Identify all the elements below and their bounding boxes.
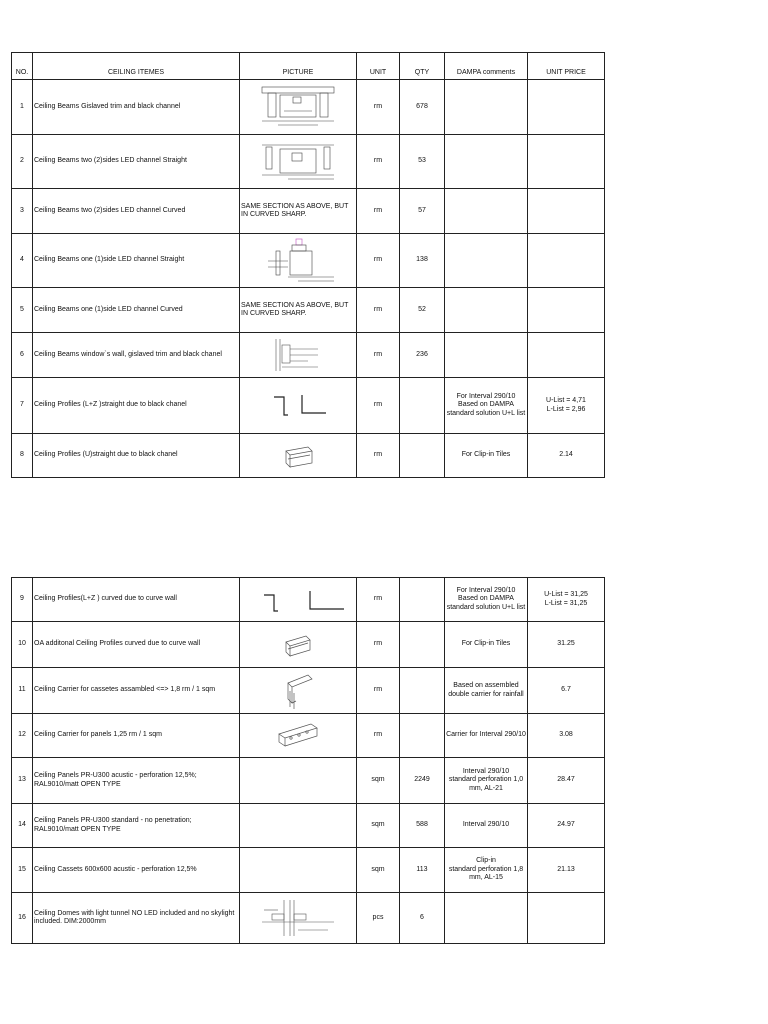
row-number: 16 bbox=[12, 893, 33, 944]
unit-cell: rm bbox=[357, 234, 400, 288]
price-cell: 3.08 bbox=[528, 714, 605, 758]
table-row bbox=[12, 288, 605, 333]
price-cell bbox=[528, 234, 605, 288]
comment-cell bbox=[445, 288, 528, 333]
row-number: 7 bbox=[12, 378, 33, 434]
unit-cell: rm bbox=[357, 288, 400, 333]
row-number: 9 bbox=[12, 578, 33, 622]
table-row bbox=[12, 135, 605, 189]
picture-cell bbox=[240, 758, 357, 804]
item-description: Ceiling Profiles(L+Z ) curved due to curve wall bbox=[33, 578, 240, 622]
comment-cell: Clip-in standard perforation 1,8 mm, AL-15 bbox=[445, 848, 528, 893]
beam-section-drawing bbox=[240, 135, 357, 189]
price-cell: 21.13 bbox=[528, 848, 605, 893]
qty-cell: 57 bbox=[400, 189, 445, 234]
picture-cell bbox=[240, 848, 357, 893]
item-description: Ceiling Beams Gislaved trim and black channel bbox=[33, 80, 240, 135]
price-cell bbox=[528, 333, 605, 378]
row-number: 10 bbox=[12, 622, 33, 668]
table-row bbox=[12, 714, 605, 758]
comment-cell: Based on assembled double carrier for rainfall bbox=[445, 668, 528, 714]
table-row bbox=[12, 758, 605, 804]
table-row bbox=[12, 378, 605, 434]
header-unit: UNIT bbox=[357, 53, 400, 80]
row-number: 11 bbox=[12, 668, 33, 714]
comment-cell bbox=[445, 80, 528, 135]
table-row bbox=[12, 622, 605, 668]
header-row bbox=[12, 53, 605, 80]
qty-cell bbox=[400, 434, 445, 478]
price-cell: 24.97 bbox=[528, 804, 605, 848]
comment-cell: Interval 290/10 bbox=[445, 804, 528, 848]
row-number: 14 bbox=[12, 804, 33, 848]
item-description: Ceiling Profiles (L+Z )straight due to black chanel bbox=[33, 378, 240, 434]
row-number: 1 bbox=[12, 80, 33, 135]
table-row bbox=[12, 893, 605, 944]
qty-cell: 113 bbox=[400, 848, 445, 893]
qty-cell bbox=[400, 622, 445, 668]
table-row bbox=[12, 189, 605, 234]
picture-cell bbox=[240, 804, 357, 848]
price-cell bbox=[528, 135, 605, 189]
double-carrier-drawing bbox=[240, 668, 357, 714]
price-cell bbox=[528, 189, 605, 234]
beam-section-drawing bbox=[240, 234, 357, 288]
item-description: Ceiling Panels PR-U300 acustic - perforation 12,5%; RAL9010/matt OPEN TYPE bbox=[33, 758, 240, 804]
table-row bbox=[12, 668, 605, 714]
table-row bbox=[12, 848, 605, 893]
row-number: 3 bbox=[12, 189, 33, 234]
u-profile-drawing bbox=[240, 434, 357, 478]
comment-cell: For Clip-in Tiles bbox=[445, 622, 528, 668]
item-description: Ceiling Domes with light tunnel NO LED included and no skylight included. DIM:2000mm bbox=[33, 893, 240, 944]
qty-cell: 52 bbox=[400, 288, 445, 333]
unit-cell: sqm bbox=[357, 848, 400, 893]
price-cell: 6.7 bbox=[528, 668, 605, 714]
item-description: Ceiling Carrier for cassetes assambled <=> 1,8 rm / 1 sqm bbox=[33, 668, 240, 714]
qty-cell: 678 bbox=[400, 80, 445, 135]
item-description: Ceiling Beams two (2)sides LED channel Curved bbox=[33, 189, 240, 234]
qty-cell bbox=[400, 578, 445, 622]
unit-cell: rm bbox=[357, 668, 400, 714]
price-cell: U-List = 4,71 L-List = 2,96 bbox=[528, 378, 605, 434]
item-description: Ceiling Cassets 600x600 acustic - perforation 12,5% bbox=[33, 848, 240, 893]
header-no: NO. bbox=[12, 53, 33, 80]
qty-cell bbox=[400, 714, 445, 758]
lz-profile-drawing bbox=[240, 378, 357, 434]
header-price: UNIT PRICE bbox=[528, 53, 605, 80]
header-comments: DAMPA comments bbox=[445, 53, 528, 80]
item-description: OA additonal Ceiling Profiles curved due to curve wall bbox=[33, 622, 240, 668]
table-row bbox=[12, 333, 605, 378]
unit-cell: sqm bbox=[357, 804, 400, 848]
ceiling-items-table-2 bbox=[11, 577, 605, 944]
table-row bbox=[12, 434, 605, 478]
header-picture: PICTURE bbox=[240, 53, 357, 80]
panel-carrier-drawing bbox=[240, 714, 357, 758]
item-description: Ceiling Beams one (1)side LED channel Straight bbox=[33, 234, 240, 288]
window-wall-drawing bbox=[240, 333, 357, 378]
qty-cell: 6 bbox=[400, 893, 445, 944]
comment-cell bbox=[445, 893, 528, 944]
row-number: 15 bbox=[12, 848, 33, 893]
row-number: 5 bbox=[12, 288, 33, 333]
item-description: Ceiling Beams window`s wall, gislaved trim and black chanel bbox=[33, 333, 240, 378]
qty-cell: 588 bbox=[400, 804, 445, 848]
item-description: Ceiling Beams one (1)side LED channel Curved bbox=[33, 288, 240, 333]
price-cell bbox=[528, 288, 605, 333]
dome-section-drawing bbox=[240, 893, 357, 944]
comment-cell bbox=[445, 234, 528, 288]
unit-cell: rm bbox=[357, 189, 400, 234]
table-row bbox=[12, 234, 605, 288]
comment-cell bbox=[445, 333, 528, 378]
picture-note: SAME SECTION AS ABOVE, BUT IN CURVED SHARP. bbox=[240, 189, 357, 234]
item-description: Ceiling Panels PR-U300 standard - no penetration; RAL9010/matt OPEN TYPE bbox=[33, 804, 240, 848]
table-row bbox=[12, 804, 605, 848]
price-cell: U-List = 31,25 L-List = 31,25 bbox=[528, 578, 605, 622]
item-description: Ceiling Carrier for panels 1,25 rm / 1 sqm bbox=[33, 714, 240, 758]
comment-cell bbox=[445, 135, 528, 189]
qty-cell bbox=[400, 668, 445, 714]
comment-cell: For Interval 290/10 Based on DAMPA standard solution U+L list bbox=[445, 378, 528, 434]
row-number: 2 bbox=[12, 135, 33, 189]
comment-cell: For Clip-in Tiles bbox=[445, 434, 528, 478]
comment-cell: Interval 290/10 standard perforation 1,0 mm, AL-21 bbox=[445, 758, 528, 804]
row-number: 8 bbox=[12, 434, 33, 478]
qty-cell: 236 bbox=[400, 333, 445, 378]
row-number: 4 bbox=[12, 234, 33, 288]
lz-profile-drawing bbox=[240, 578, 357, 622]
item-description: Ceiling Beams two (2)sides LED channel Straight bbox=[33, 135, 240, 189]
header-item: CEILING ITEMES bbox=[33, 53, 240, 80]
price-cell bbox=[528, 893, 605, 944]
comment-cell bbox=[445, 189, 528, 234]
comment-cell: Carrier for Interval 290/10 bbox=[445, 714, 528, 758]
unit-cell: rm bbox=[357, 578, 400, 622]
picture-note: SAME SECTION AS ABOVE, BUT IN CURVED SHARP. bbox=[240, 288, 357, 333]
unit-cell: rm bbox=[357, 622, 400, 668]
row-number: 12 bbox=[12, 714, 33, 758]
unit-cell: pcs bbox=[357, 893, 400, 944]
price-cell: 28.47 bbox=[528, 758, 605, 804]
unit-cell: rm bbox=[357, 434, 400, 478]
u-profile-drawing bbox=[240, 622, 357, 668]
row-number: 13 bbox=[12, 758, 33, 804]
unit-cell: sqm bbox=[357, 758, 400, 804]
header-qty: QTY bbox=[400, 53, 445, 80]
table-row bbox=[12, 578, 605, 622]
price-cell: 2.14 bbox=[528, 434, 605, 478]
qty-cell bbox=[400, 378, 445, 434]
row-number: 6 bbox=[12, 333, 33, 378]
qty-cell: 2249 bbox=[400, 758, 445, 804]
unit-cell: rm bbox=[357, 378, 400, 434]
qty-cell: 53 bbox=[400, 135, 445, 189]
unit-cell: rm bbox=[357, 135, 400, 189]
beam-section-drawing bbox=[240, 80, 357, 135]
qty-cell: 138 bbox=[400, 234, 445, 288]
unit-cell: rm bbox=[357, 80, 400, 135]
item-description: Ceiling Profiles (U)straight due to black chanel bbox=[33, 434, 240, 478]
price-cell: 31.25 bbox=[528, 622, 605, 668]
comment-cell: For Interval 290/10 Based on DAMPA standard solution U+L list bbox=[445, 578, 528, 622]
price-cell bbox=[528, 80, 605, 135]
unit-cell: rm bbox=[357, 333, 400, 378]
table-row bbox=[12, 80, 605, 135]
ceiling-items-table-1 bbox=[11, 52, 605, 478]
unit-cell: rm bbox=[357, 714, 400, 758]
